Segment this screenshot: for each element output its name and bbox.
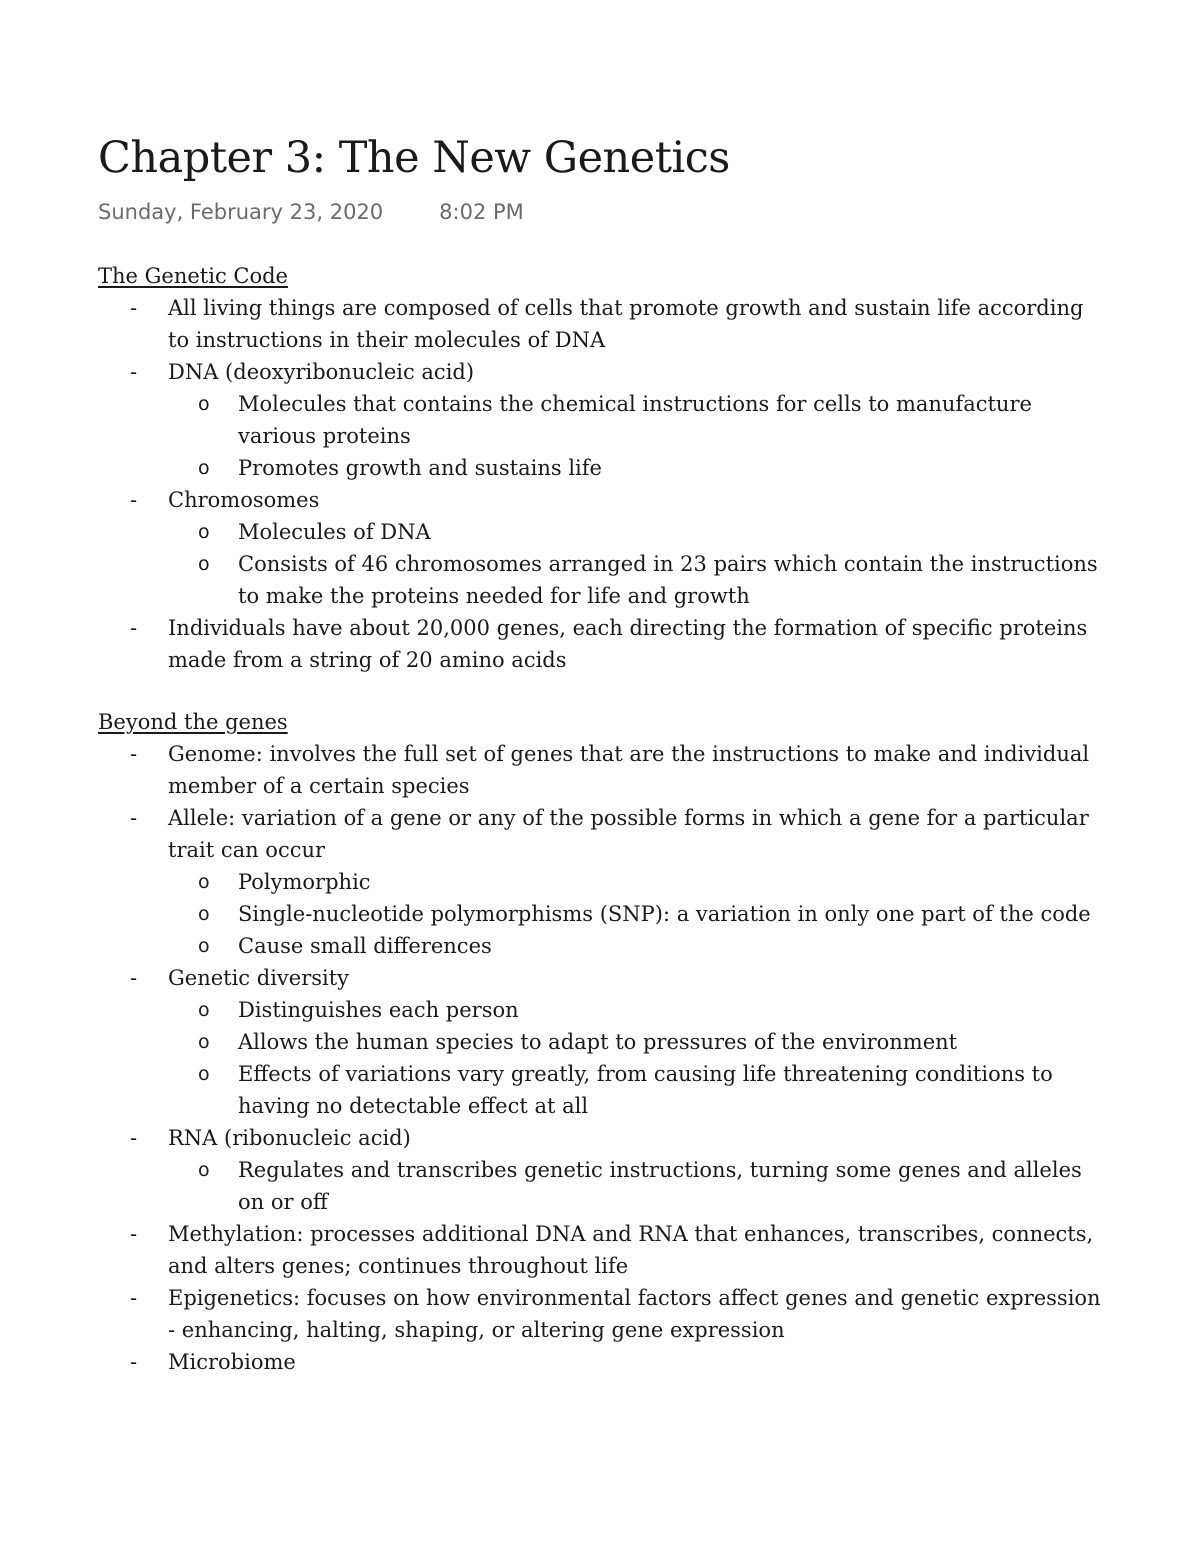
sub-list-item-text: Distinguishes each person [238,998,519,1022]
list-item-text: RNA (ribonucleic acid) [168,1126,411,1150]
dash-bullet-icon: - [130,1126,138,1150]
list-item [98,1282,1108,1346]
dash-bullet-icon: - [130,806,138,830]
sub-list-item [168,930,1108,962]
section-heading: The Genetic Code [98,264,288,288]
circle-bullet-icon: o [198,935,210,957]
sub-bullet-list [168,516,1108,612]
circle-bullet-icon: o [198,393,210,415]
note-body [98,260,1108,1378]
circle-bullet-icon: o [198,457,210,479]
sub-bullet-list [168,388,1108,484]
circle-bullet-icon: o [198,553,210,575]
circle-bullet-icon: o [198,871,210,893]
list-item-text: All living things are composed of cells that promote growth and sustain life according to instructions in their molecules of DNA [168,296,1084,352]
list-item [98,1218,1108,1282]
list-item [98,484,1108,612]
bullet-list [98,292,1108,676]
sub-list-item [168,994,1108,1026]
sub-list-item-text: Promotes growth and sustains life [238,456,602,480]
dash-bullet-icon: - [130,1222,138,1246]
sub-list-item-text: Allows the human species to adapt to pressures of the environment [238,1030,958,1054]
sub-list-item-text: Polymorphic [238,870,371,894]
list-item [98,1122,1108,1218]
section [98,260,1108,676]
sub-list-item [168,452,1108,484]
sub-list-item [168,866,1108,898]
list-item [98,802,1108,962]
dash-bullet-icon: - [130,1350,138,1374]
list-item-text: Individuals have about 20,000 genes, each directing the formation of specific proteins made from a string of 20 amino acids [168,616,1088,672]
circle-bullet-icon: o [198,521,210,543]
sub-list-item [168,1154,1108,1218]
page-title: Chapter 3: The New Genetics [98,133,730,183]
circle-bullet-icon: o [198,1159,210,1181]
sub-list-item [168,1026,1108,1058]
sub-list-item-text: Molecules of DNA [238,520,431,544]
sub-bullet-list [168,994,1108,1122]
list-item-text: Allele: variation of a gene or any of the possible forms in which a gene for a particular trait can occur [168,806,1089,862]
list-item [98,612,1108,676]
dash-bullet-icon: - [130,488,138,512]
note-time: 8:02 PM [439,200,524,224]
dash-bullet-icon: - [130,296,138,320]
section [98,706,1108,1378]
list-item-text: Methylation: processes additional DNA and RNA that enhances, transcribes, connects, and alters genes; continues throughout life [168,1222,1094,1278]
list-item-text: Epigenetics: focuses on how environmental factors affect genes and genetic expression - enhancing, halting, shaping, or altering gene expression [168,1286,1101,1342]
dash-bullet-icon: - [130,360,138,384]
circle-bullet-icon: o [198,1031,210,1053]
sub-list-item-text: Molecules that contains the chemical instructions for cells to manufacture various proteins [238,392,1032,448]
sub-list-item-text: Single-nucleotide polymorphisms (SNP): a variation in only one part of the code [238,902,1091,926]
sub-list-item [168,388,1108,452]
list-item-text: Genetic diversity [168,966,350,990]
sub-list-item [168,898,1108,930]
circle-bullet-icon: o [198,903,210,925]
sub-list-item-text: Consists of 46 chromosomes arranged in 23 pairs which contain the instructions to make the proteins needed for life and growth [238,552,1098,608]
sub-list-item [168,516,1108,548]
section-heading: Beyond the genes [98,710,288,734]
circle-bullet-icon: o [198,999,210,1021]
sub-list-item [168,1058,1108,1122]
list-item [98,356,1108,484]
list-item [98,292,1108,356]
list-item-text: DNA (deoxyribonucleic acid) [168,360,475,384]
sub-list-item-text: Regulates and transcribes genetic instructions, turning some genes and alleles on or off [238,1158,1082,1214]
sub-bullet-list [168,1154,1108,1218]
note-page [98,128,1108,1378]
sub-bullet-list [168,866,1108,962]
list-item [98,962,1108,1122]
note-date: Sunday, February 23, 2020 [98,200,384,224]
list-item-text: Microbiome [168,1350,296,1374]
list-item-text: Genome: involves the full set of genes that are the instructions to make and individual member of a certain species [168,742,1090,798]
dash-bullet-icon: - [130,966,138,990]
list-item [98,1346,1108,1378]
sub-list-item-text: Cause small differences [238,934,492,958]
dash-bullet-icon: - [130,616,138,640]
list-item-text: Chromosomes [168,488,320,512]
sub-list-item-text: Effects of variations vary greatly, from causing life threatening conditions to having no detectable effect at all [238,1062,1053,1118]
bullet-list [98,738,1108,1378]
dash-bullet-icon: - [130,742,138,766]
list-item [98,738,1108,802]
note-timestamp [98,196,1108,228]
dash-bullet-icon: - [130,1286,138,1310]
circle-bullet-icon: o [198,1063,210,1085]
sub-list-item [168,548,1108,612]
